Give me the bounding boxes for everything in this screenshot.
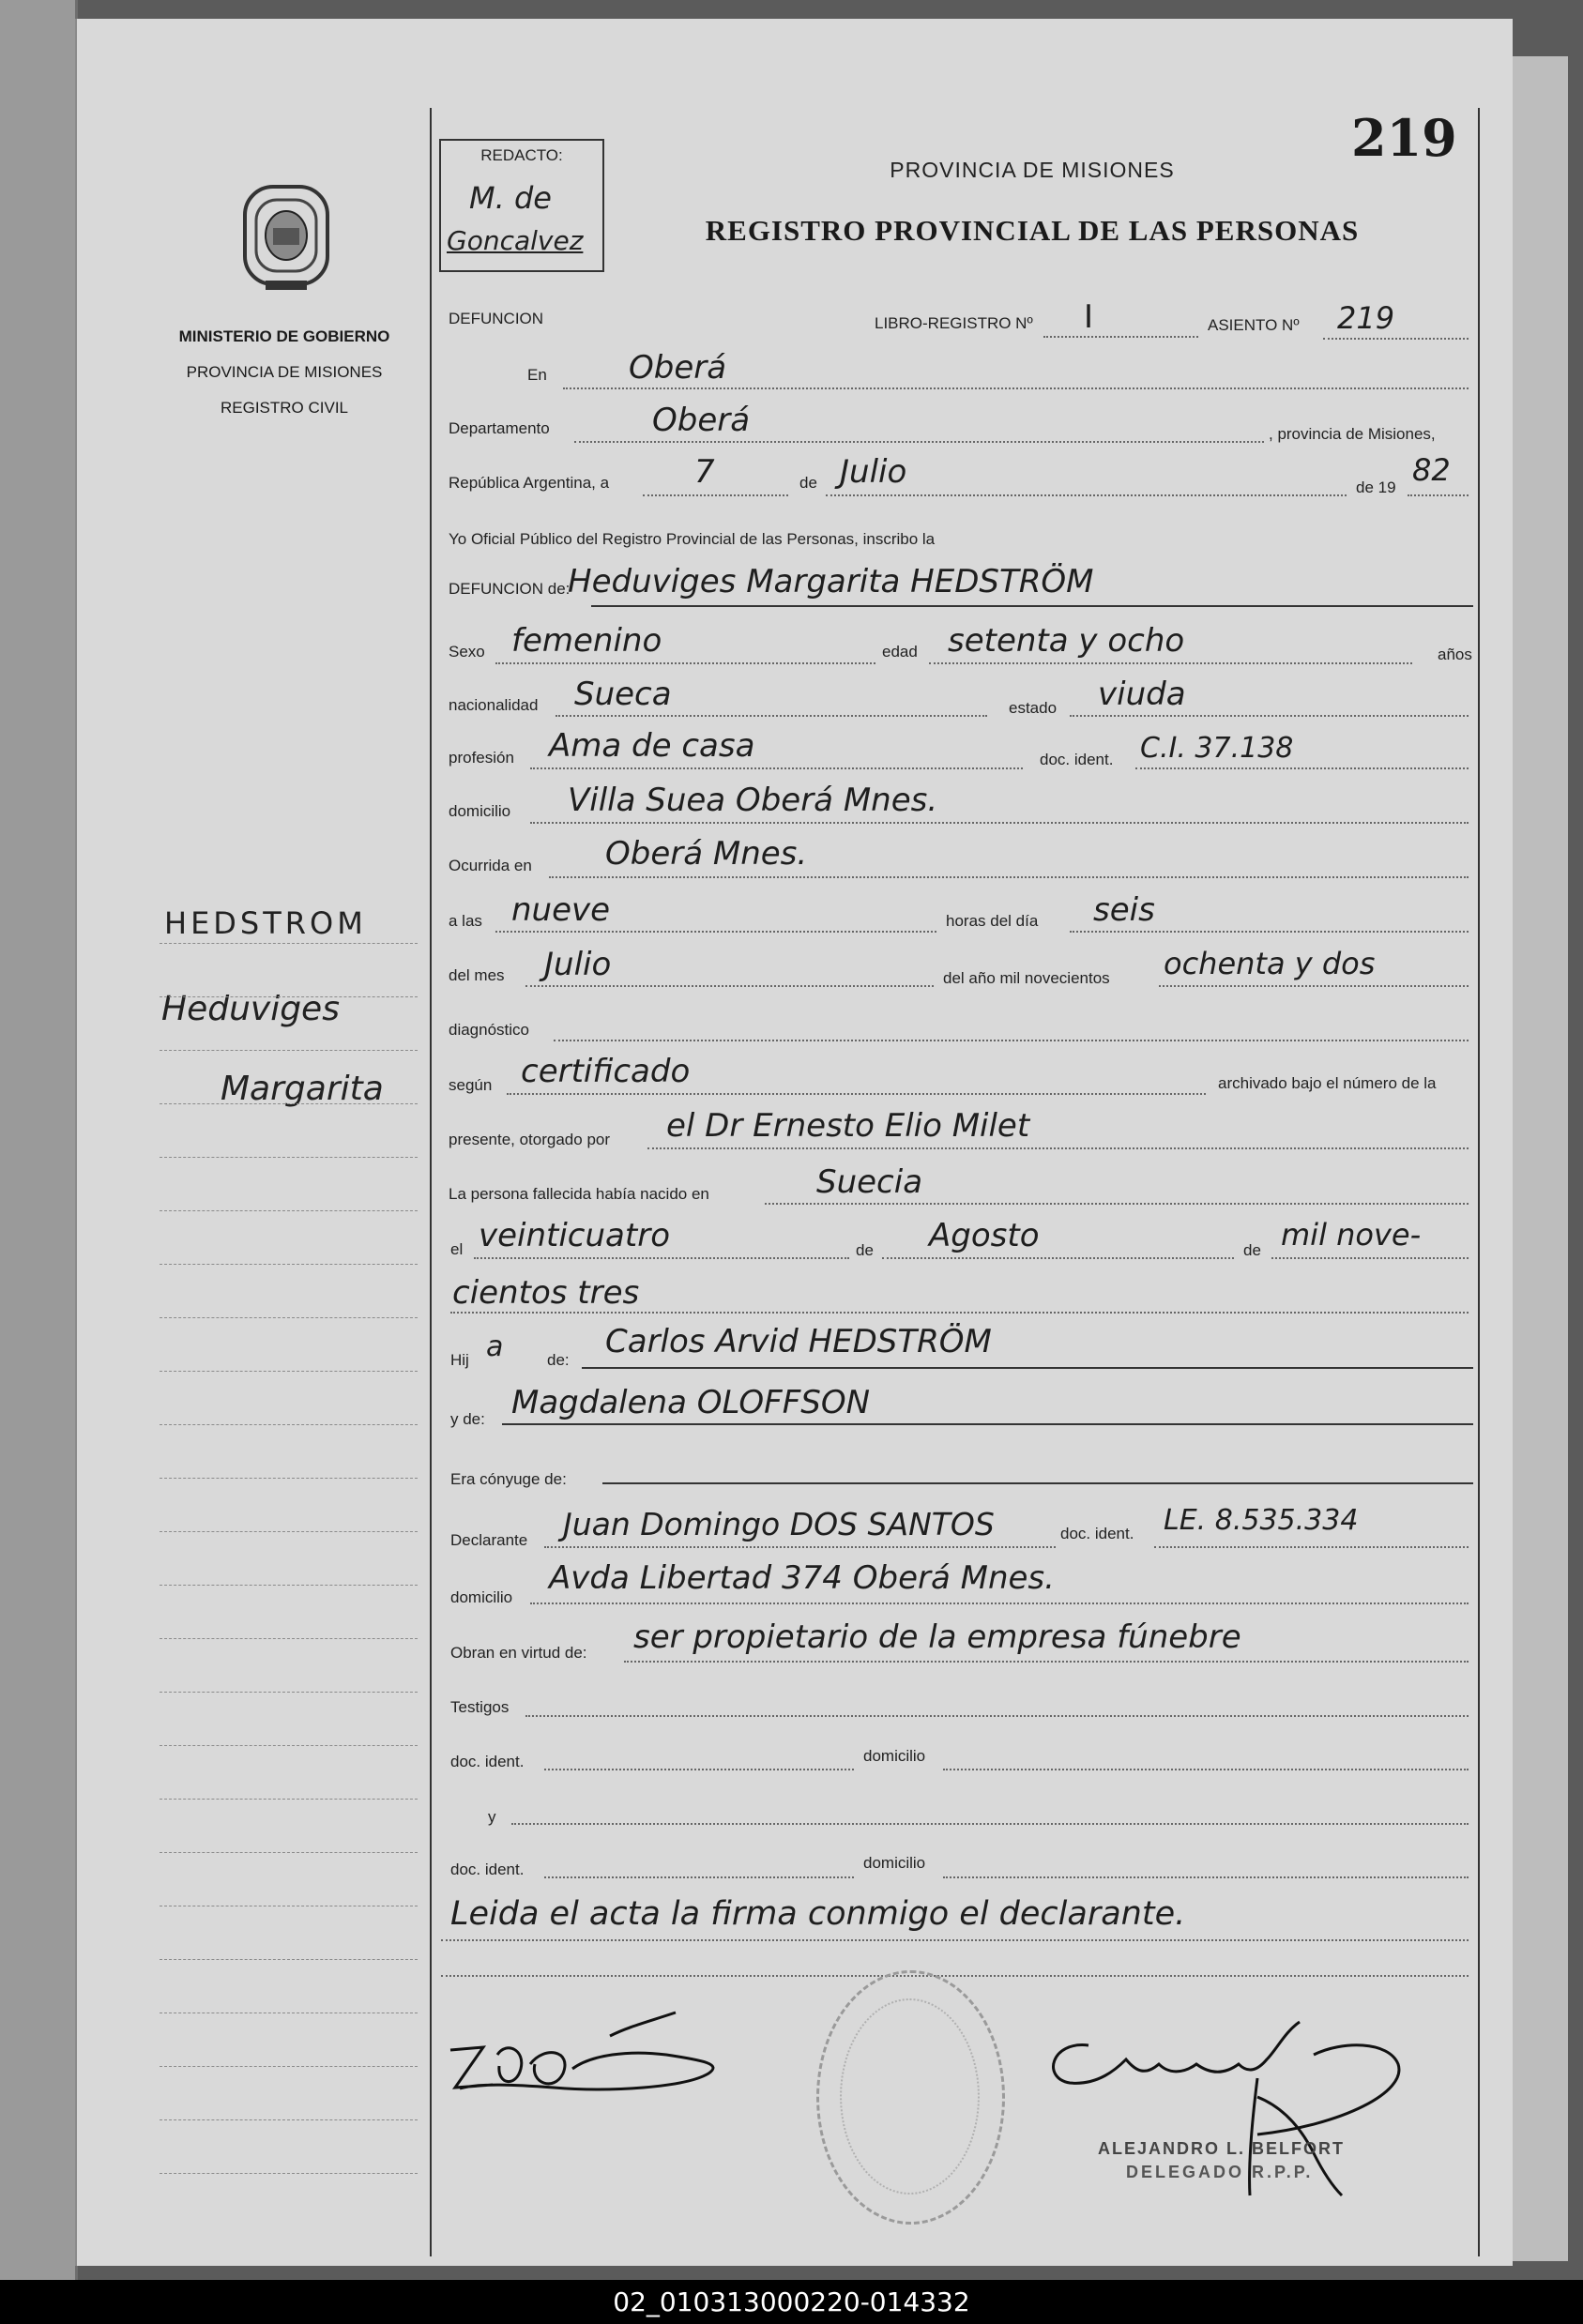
libro-line <box>1043 336 1198 338</box>
label-libro: LIBRO-REGISTRO Nº <box>875 314 1033 332</box>
value-fallecido: Heduviges Margarita HEDSTRÖM <box>568 563 1094 600</box>
domicilio-line <box>530 822 1469 824</box>
value-mes-texto: Julio <box>544 946 612 983</box>
value-hij-suffix: a <box>486 1330 504 1363</box>
diagnostico-line <box>554 1040 1469 1041</box>
label-conyuge: Era cónyuge de: <box>450 1470 567 1488</box>
value-nac-mes: Agosto <box>929 1217 1040 1254</box>
profesion-line <box>530 767 1023 769</box>
label-defuncion: DEFUNCION <box>449 310 544 327</box>
value-anio: 82 <box>1412 452 1451 488</box>
value-nac-dia: veinticuatro <box>479 1217 670 1254</box>
margin-line <box>160 1103 418 1104</box>
label-anos: años <box>1438 646 1472 663</box>
declarante-line <box>544 1546 1056 1548</box>
label-de-nac-mes: de <box>856 1241 874 1259</box>
margin-line <box>160 1638 418 1639</box>
footer-id-text: 02_010313000220-014332 <box>613 2286 970 2317</box>
image-id-footer <box>0 2280 1583 2324</box>
nac-anio-line <box>1271 1257 1469 1259</box>
margin-line <box>160 1959 418 1960</box>
value-obran: ser propietario de la empresa fúnebre <box>633 1618 1241 1656</box>
margin-given-name-2: Margarita <box>221 1070 384 1108</box>
margin-line <box>160 1210 418 1211</box>
value-nacionalidad: Sueca <box>574 676 672 713</box>
cierre-line <box>441 1939 1469 1941</box>
label-declarante-domicilio: domicilio <box>450 1588 513 1606</box>
redacto-box <box>439 139 604 272</box>
dia-line <box>643 494 788 496</box>
label-testigo1-domicilio: domicilio <box>863 1747 926 1765</box>
value-estado: viuda <box>1098 676 1186 713</box>
obran-line <box>624 1661 1469 1663</box>
testigos-line <box>525 1715 1469 1717</box>
sexo-line <box>495 662 875 664</box>
value-ocurrida: Oberá Mnes. <box>605 835 808 873</box>
official-stamp-inner <box>840 1998 980 2195</box>
asiento-line <box>1323 338 1469 340</box>
label-presente: presente, otorgado por <box>449 1131 611 1148</box>
anio-line <box>1408 494 1469 496</box>
margin-line <box>160 1157 418 1158</box>
margin-line <box>160 1852 418 1853</box>
en-line <box>563 387 1469 389</box>
declarante-domicilio-line <box>530 1602 1469 1604</box>
label-del-anio: del año mil novecientos <box>943 969 1110 987</box>
label-testigo1-doc: doc. ident. <box>450 1753 525 1770</box>
dia-texto-line <box>1070 931 1469 933</box>
mes-line <box>826 494 1347 496</box>
label-de-mes: de <box>799 474 817 492</box>
value-mes: Julio <box>840 453 907 491</box>
value-declarante: Juan Domingo DOS SANTOS <box>563 1506 995 1542</box>
value-hora: nueve <box>511 891 611 929</box>
nac-dia-line <box>474 1257 849 1259</box>
label-y-de: y de: <box>450 1410 485 1428</box>
margin-line <box>160 1531 418 1532</box>
label-declarante: Declarante <box>450 1531 528 1549</box>
margin-line <box>160 2173 418 2174</box>
nacido-en-line <box>765 1203 1469 1205</box>
folio-number: 219 <box>1351 108 1457 168</box>
madre-line <box>502 1423 1473 1425</box>
label-provincia-misiones: , provincia de Misiones, <box>1269 425 1436 443</box>
value-declarante-doc: LE. 8.535.334 <box>1164 1504 1359 1537</box>
margin-line <box>160 1424 418 1425</box>
label-archivado: archivado bajo el número de la <box>1218 1074 1437 1092</box>
testigo2-doc-line <box>544 1876 854 1878</box>
label-defuncion-de: DEFUNCION de: <box>449 580 571 598</box>
label-yo-oficial: Yo Oficial Público del Registro Provincial de las Personas, inscribo la <box>449 530 936 548</box>
label-ocurrida-en: Ocurrida en <box>449 857 532 874</box>
value-nac-anio-2: cientos tres <box>452 1274 640 1312</box>
label-departamento: Departamento <box>449 419 550 437</box>
label-y: y <box>488 1808 496 1826</box>
margin-line <box>160 1264 418 1265</box>
segun-line <box>507 1093 1206 1095</box>
redacto-name-2: Goncalvez <box>447 225 584 256</box>
value-departamento: Oberá <box>652 402 751 439</box>
label-republica: República Argentina, a <box>449 474 610 492</box>
value-segun: certificado <box>521 1053 691 1090</box>
value-anio-texto: ochenta y dos <box>1164 946 1376 981</box>
label-estado: estado <box>1009 699 1058 717</box>
otorgado-line <box>647 1147 1469 1149</box>
conyuge-line <box>602 1482 1473 1484</box>
label-sexo: Sexo <box>449 643 485 661</box>
declarant-signature <box>441 1998 751 2111</box>
value-profesion: Ama de casa <box>549 727 755 765</box>
testigo1-doc-line <box>544 1769 854 1770</box>
margin-line <box>160 1050 418 1051</box>
margin-line <box>160 1478 418 1479</box>
testigo1-domicilio-line <box>943 1769 1469 1770</box>
label-del-mes: del mes <box>449 966 505 984</box>
value-madre: Magdalena OLOFFSON <box>511 1384 871 1421</box>
registry-heading: REGISTRO PROVINCIAL DE LAS PERSONAS <box>705 214 1360 247</box>
margin-line <box>160 2066 418 2067</box>
value-en: Oberá <box>629 349 727 387</box>
label-testigo2-doc: doc. ident. <box>450 1861 525 1878</box>
label-nacionalidad: nacionalidad <box>449 696 539 714</box>
label-testigo2-domicilio: domicilio <box>863 1854 926 1872</box>
margin-line <box>160 1692 418 1693</box>
value-padre: Carlos Arvid HEDSTRÖM <box>605 1323 992 1360</box>
redacto-name-1: M. de <box>469 180 552 216</box>
label-de-nac-anio: de <box>1243 1241 1261 1259</box>
officer-title: DELEGADO R.P.P. <box>1126 2163 1314 2181</box>
ocurrida-line <box>549 876 1469 878</box>
value-declarante-domicilio: Avda Libertad 374 Oberá Mnes. <box>549 1559 1055 1597</box>
value-nacido-en: Suecia <box>816 1163 923 1201</box>
label-testigos: Testigos <box>450 1698 510 1716</box>
nac-anio-line-2 <box>450 1312 1469 1314</box>
margin-line <box>160 1317 418 1318</box>
ministry-block <box>158 319 411 426</box>
doc-line <box>1135 767 1469 769</box>
coat-of-arms-seal <box>239 183 333 294</box>
value-domicilio: Villa Suea Oberá Mnes. <box>568 782 938 819</box>
redacto-label: REDACTO: <box>480 146 563 164</box>
value-edad: setenta y ocho <box>948 622 1185 660</box>
label-horas-del-dia: horas del día <box>946 912 1039 930</box>
margin-line <box>160 943 418 944</box>
label-el: el <box>450 1240 464 1258</box>
value-dia-texto: seis <box>1093 891 1155 929</box>
fallecido-line <box>591 605 1473 607</box>
form-frame-right <box>1478 108 1480 2256</box>
nac-mes-line <box>882 1257 1234 1259</box>
mes-texto-line <box>525 985 934 987</box>
testigo2-domicilio-line <box>943 1876 1469 1878</box>
value-dia: 7 <box>694 453 715 491</box>
form-frame-left <box>430 108 432 2256</box>
edad-line <box>929 662 1412 664</box>
margin-line <box>160 1799 418 1800</box>
label-hij: Hij <box>450 1351 469 1369</box>
value-nac-anio-1: mil nove- <box>1281 1217 1422 1253</box>
padre-line <box>582 1367 1473 1369</box>
page-edges <box>1511 56 1568 2261</box>
margin-line <box>160 1745 418 1746</box>
value-asiento: 219 <box>1337 300 1395 336</box>
label-edad: edad <box>882 643 918 661</box>
margin-line <box>160 996 418 997</box>
value-sexo: femenino <box>511 622 662 660</box>
book-cover-edge <box>0 0 78 2280</box>
value-cierre: Leida el acta la firma conmigo el declarante. <box>450 1895 1186 1933</box>
label-nacido-en: La persona fallecida había nacido en <box>449 1185 709 1203</box>
label-obran: Obran en virtud de: <box>450 1644 587 1662</box>
label-declarante-doc: doc. ident. <box>1060 1525 1134 1542</box>
anio-texto-line <box>1159 985 1469 987</box>
province-heading: PROVINCIA DE MISIONES <box>890 158 1175 182</box>
margin-given-name-1: Heduviges <box>161 990 340 1028</box>
label-de-19: de 19 <box>1356 478 1396 496</box>
label-en: En <box>527 366 547 384</box>
label-padre-de: de: <box>547 1351 570 1369</box>
label-diagnostico: diagnóstico <box>449 1021 530 1039</box>
label-asiento: ASIENTO Nº <box>1208 316 1300 334</box>
hora-line <box>495 931 936 933</box>
margin-surname: HEDSTROM <box>164 905 367 941</box>
ministry-line1: MINISTERIO DE GOBIERNO <box>178 327 390 345</box>
label-a-las: a las <box>449 912 482 930</box>
value-otorgado: el Dr Ernesto Elio Milet <box>666 1107 1030 1145</box>
estado-line <box>1070 715 1469 717</box>
blank-line-1 <box>441 1975 1469 1977</box>
nacionalidad-line <box>556 715 987 717</box>
label-segun: según <box>449 1076 493 1094</box>
officer-name: ALEJANDRO L. BELFORT <box>1098 2139 1345 2158</box>
departamento-line <box>574 441 1264 443</box>
ministry-line2: PROVINCIA DE MISIONES <box>186 363 383 381</box>
label-profesion: profesión <box>449 749 514 767</box>
label-domicilio: domicilio <box>449 802 511 820</box>
declarante-doc-line <box>1154 1546 1469 1548</box>
label-doc-ident: doc. ident. <box>1040 751 1114 768</box>
ministry-line3: REGISTRO CIVIL <box>220 399 349 417</box>
testigo2-line <box>511 1823 1469 1825</box>
value-libro: I <box>1084 298 1094 336</box>
margin-line <box>160 1585 418 1586</box>
value-doc: C.I. 37.138 <box>1140 732 1294 765</box>
margin-line <box>160 2119 418 2120</box>
margin-line <box>160 1371 418 1372</box>
